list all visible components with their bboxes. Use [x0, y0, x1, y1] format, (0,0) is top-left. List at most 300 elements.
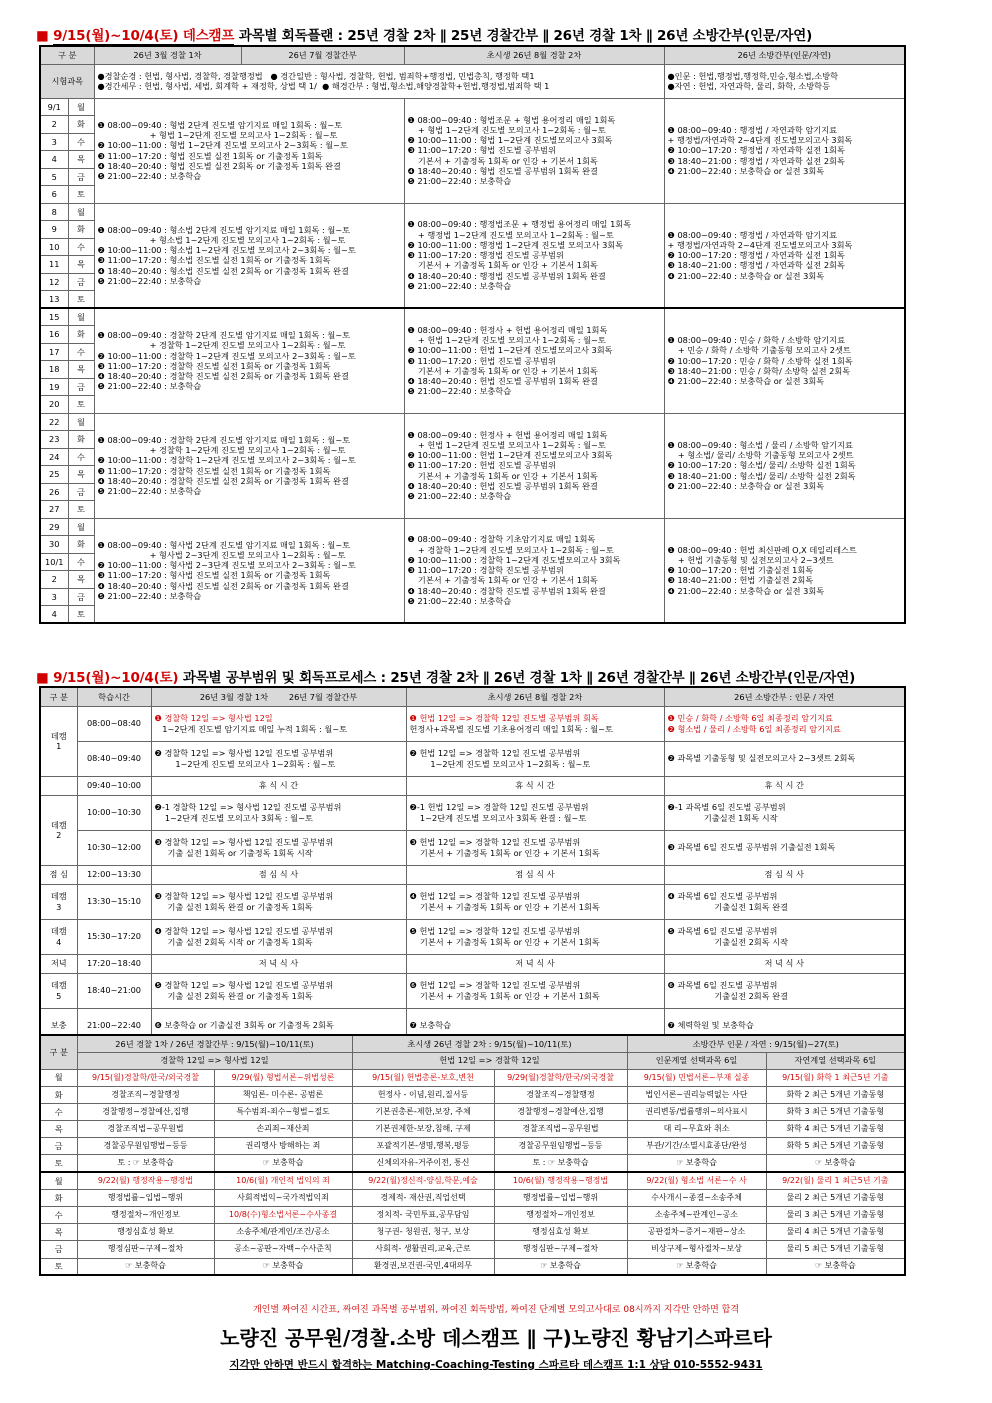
schedule-cell: 헌정사 - 이념,원리,질서등 [352, 1086, 494, 1103]
study-time: 18:40~21:00 [77, 973, 151, 1008]
schedule-row [40, 1189, 905, 1206]
cell-line: ❹ 21:00~22:40 : 보충학습 or 실전 3회독 [667, 376, 825, 387]
cell-line: ❹ 헌법 12일 => 경찰학 12일 진도별 공부범위 [409, 891, 581, 902]
cell-line: ❹ 18:40~20:40 : 형법 진도별 실전 2회독 or 기출정독 1회독 완결 [97, 160, 341, 171]
title1-marker: ■ [36, 28, 49, 44]
date-cell: 24 [40, 448, 68, 466]
plan-police-2nd [404, 518, 664, 623]
session-label-line: 데캠 [50, 819, 67, 830]
schedule-cell: 행정심효성 확보 [494, 1224, 627, 1241]
session-label [40, 706, 77, 776]
cell-line: + 형소법/ 물리/ 소방학 기출동형 모의고사 2셋트 [667, 450, 854, 461]
cell-line: 저 녁 식 사 [764, 958, 804, 969]
week-day-row [40, 308, 905, 326]
date-cell: 18 [40, 361, 68, 379]
cell-line: ❶ 08:00~09:40 : 형법 2단계 진도별 암기지료 매일 1회독 : 월~토 [97, 119, 343, 130]
schedule-cell: 경찰조직법~공무원법 [494, 1121, 627, 1138]
date-cell: 13 [40, 291, 68, 309]
weekday-cell: 목 [68, 571, 94, 589]
schedule-cell: 9/22(월) 행정작용~행정법 [77, 1172, 214, 1189]
cell-line: ❷ 10:00~11:00 : 형사법 2~3단계 진도별 모의고사 2~3회독 : 월~토 [97, 560, 356, 570]
schedule-cell: 화학 4 최근 5개년 기출동형 [766, 1121, 905, 1138]
date-cell: 27 [40, 501, 68, 519]
schedule-cell: 공판절차~증거~재판~상소 [627, 1224, 766, 1241]
schedule-row [40, 1069, 905, 1086]
date-cell: 30 [40, 536, 68, 554]
cell-line: 1~2단계 진도별 모의고사 1~2회독 : 월~토 [154, 758, 336, 769]
weekday-cell: 토 [68, 186, 94, 204]
weekday-cell: 금 [68, 273, 94, 291]
process-cell-c [664, 954, 905, 973]
schedule-cell: 경찰조직~경찰행정 [494, 1086, 627, 1103]
schedule-day: 토 [40, 1258, 77, 1275]
t1-subjects-fire [664, 64, 905, 98]
cell-line: ❸ 11:00~17:20 : 헌법 진도별 공부범위 [407, 355, 556, 366]
weekday-cell: 월 [68, 413, 94, 431]
cell-line: ❺ 헌법 12일 => 경찰학 12일 진도별 공부범위 [409, 926, 581, 937]
process-cell-a [151, 865, 406, 884]
cell-line: ❶ 08:00~09:40 : 형법조문 + 형법 용어정리 매일 1회독 [407, 114, 616, 125]
schedule-cell: 손괴죄~재산죄 [214, 1121, 352, 1138]
session-label-line: 3 [56, 901, 62, 912]
t3-header-gubun: 구 분 [40, 1035, 77, 1069]
schedule-cell: ☞ 보충학습 [77, 1258, 214, 1275]
cell-line: ❶ 08:00~09:40 : 헌정사 + 헌법 용어정리 매일 1회독 [407, 324, 608, 335]
process-row [40, 884, 905, 919]
cell-line: 기본서 + 기출정독 1회독 or 인강 + 기본서 1회독 [407, 365, 598, 376]
section1-title [36, 24, 812, 44]
schedule-row [40, 1121, 905, 1138]
date-cell: 11 [40, 256, 68, 274]
weekday-cell: 화 [68, 116, 94, 134]
process-cell-b [406, 830, 664, 865]
process-cell-a [151, 919, 406, 954]
cell-line: ❸ 11:00~17:20 : 경찰학 진도별 공부범위 [407, 565, 564, 576]
plan-police-2nd [404, 308, 664, 413]
cell-line: ❶ 08:00~09:40 : 헌법 최신판례 O,X 데일리테스트 [667, 544, 857, 555]
t3-sub-3b: 자연계열 선택과목 6일 [766, 1052, 905, 1069]
footer-contact: 지각만 안하면 반드시 합격하는 Matching-Coaching-Testing 스파르타 데스캠프 1:1 상담 010-5552-9431 [229, 1359, 763, 1371]
cell-line: 기본서 + 기출정독 1회독 or 인강 + 기본서 1회독 [407, 575, 598, 586]
cell-line: 기출실전 2회독 완결 [667, 990, 789, 1001]
cell-line: ❹ 18:40~20:40 : 헌법 진도별 공부범위 1회독 완결 [407, 376, 598, 387]
cell-line: + 헌법 1~2단계 진도별 모의고사 1~2회독 : 월~토 [407, 439, 606, 450]
session-label-line: 데캠 [50, 980, 67, 991]
study-time: 08:40~09:40 [77, 741, 151, 776]
cell-line: ❸ 11:00~17:20 : 형법 진도별 공부범위 [407, 145, 556, 156]
schedule-row [40, 1172, 905, 1189]
schedule-cell: 행정법률~입법~행위 [494, 1189, 627, 1206]
schedule-cell: 기본권제한-보장,침해, 구제 [352, 1121, 494, 1138]
cell-line: ❷-1 헌법 12일 => 경찰학 12일 진도별 공부범위 [409, 802, 589, 813]
title1-rest: 과목별 회독플랜 : 25년 경찰 2차 ∥ 25년 경찰간부 ∥ 26년 경찰 1차 ∥ 26년 소방간부(인문/자연) [234, 28, 813, 44]
session-label-line: 보충 [50, 1020, 67, 1031]
week-day-row [40, 203, 905, 221]
cell-line: ❷ 경찰학 12일 => 형사법 12일 진도별 공부범위 [154, 748, 334, 759]
cell-line: ❸ 헌법 12일 => 경찰학 12일 진도별 공부범위 [409, 837, 581, 848]
process-cell-b [406, 884, 664, 919]
weekday-cell: 목 [68, 151, 94, 169]
weekday-cell: 화 [68, 326, 94, 344]
cell-line: ❷ 10:00~11:00 : 헌법 1~2단계 진도별모의고사 3회독 [407, 345, 613, 356]
schedule-cell: 9/29(월) 형법서론~위법성론 [214, 1069, 352, 1086]
schedule-cell: 권리행사 방해하는 죄 [214, 1138, 352, 1155]
t2-header-time: 학습시간 [77, 687, 151, 706]
cell-line: ❸ 11:00~17:20 : 형사법 진도별 실전 1회독 or 기출정독 1회독 [97, 570, 331, 581]
cell-line: ❹ 18:40~20:40 : 헌법 진도별 공부범위 1회독 완결 [407, 480, 598, 491]
cell-line: 기출 실전 1회독 완결 or 기출정독 1회독 [154, 901, 313, 912]
t1-header-gubun: 구 분 [40, 46, 94, 64]
cell-line: ❶ 08:00~09:40 : 형소법 / 물리 / 소방학 암기지료 [667, 439, 853, 450]
cell-line: ❷ 과목별 기출동형 및 실전모의고사 2~3셋트 2회독 [667, 753, 856, 764]
session-label-line: 5 [56, 990, 62, 1001]
cell-line: ❺ 21:00~22:40 : 보충학습 [407, 386, 512, 397]
weekday-cell: 토 [68, 501, 94, 519]
t3-header-3: 소방간부 인문 / 자연 : 9/15(월)~27(토) [627, 1035, 905, 1052]
process-cell-a [151, 954, 406, 973]
week-day-row [40, 518, 905, 536]
schedule-row [40, 1138, 905, 1155]
schedule-cell: ☞ 보충학습 [766, 1155, 905, 1172]
cell-line: + 행정법/자연과학 2~4단계 진도별모의고사 3회독 [667, 239, 853, 250]
schedule-day: 수 [40, 1103, 77, 1120]
plan-fire-officer [664, 413, 905, 518]
process-row [40, 973, 905, 1008]
process-row [40, 776, 905, 795]
cell-line: 휴 식 시 간 [764, 780, 804, 791]
date-cell: 6 [40, 186, 68, 204]
cell-line: ❻ 헌법 12일 => 경찰학 12일 진도별 공부범위 [409, 980, 581, 991]
cell-line: ❺ 21:00~22:40 : 보충학습 [407, 491, 512, 502]
cell-line: + 헌법 기출동형 및 실전모의고사 2~3셋트 [667, 554, 834, 565]
schedule-cell: 부관/기간/소멸시효종단/완성 [627, 1138, 766, 1155]
session-label [40, 865, 77, 884]
schedule-cell: 화학 2 최근 5개년 기출동형 [766, 1086, 905, 1103]
t3-sub-1: 경찰학 12일 => 형사법 12일 [77, 1052, 352, 1069]
plan-fire-officer [664, 98, 905, 203]
schedule-cell: 경찰공무원임행법~등등 [77, 1138, 214, 1155]
weekday-cell: 수 [68, 343, 94, 361]
schedule-cell: 화학 3 최근 5개년 기출동형 [766, 1103, 905, 1120]
schedule-cell: 환경권,보건권-국민,4대의무 [352, 1258, 494, 1275]
cell-line: 기본서 + 기출정독 1회독 or 인강 + 기본서 1회독 [409, 847, 600, 858]
cell-line: ❸ 11:00~17:20 : 경찰학 진도별 실전 1회독 or 기출정독 1회독 [97, 465, 331, 476]
t1-subjects-police [94, 64, 664, 98]
title2-rest: 과목별 공부범위 및 회독프로세스 : 25년 경찰 2차 ∥ 26년 경찰 1차 ∥ 26년 경찰간부 ∥ 26년 소방간부(인문/자연) [178, 670, 856, 686]
process-cell-c [664, 795, 905, 830]
cell-line: + 경찰학 1~2단계 진도별 모의고사 1~2회독 : 월~토 [97, 445, 346, 455]
date-cell: 5 [40, 168, 68, 186]
t1-header-col1: 26년 3월 경찰 1차 [94, 46, 241, 64]
weekday-cell: 토 [68, 396, 94, 414]
schedule-cell: 신체의자유-거주이전, 통신 [352, 1155, 494, 1172]
date-cell: 15 [40, 308, 68, 326]
subjects-police-line2: ●경간세무 : 헌법, 형사법, 세법, 회계학 + 재정학, 상법 택 1/ ● 해경간부 : 형법,형소법,해양경찰학+헌법,행정법,범죄학 택 1 [97, 81, 550, 91]
cell-line: 점 심 식 사 [258, 869, 299, 880]
schedule-day: 금 [40, 1241, 77, 1258]
cell-line: 헌정사+과목별 진도별 기초용어정리 매일 1회독 : 월~토 [409, 723, 613, 734]
process-row [40, 741, 905, 776]
date-cell: 3 [40, 588, 68, 606]
schedule-day: 목 [40, 1224, 77, 1241]
schedule-cell: 10/8(수)형소법서론~수사종결 [214, 1207, 352, 1224]
subjects-fire-line1: ●인문 : 헌법,행정법,행정학,민승,형소법,소방학 [667, 70, 839, 81]
schedule-cell: 비상구제~형사절차~보상 [627, 1241, 766, 1258]
process-cell-b [406, 973, 664, 1008]
schedule-row [40, 1258, 905, 1275]
cell-line: 기본서 + 기출정독 1회독 or 인강 + 기본서 1회독 [407, 470, 598, 481]
date-cell: 22 [40, 413, 68, 431]
weekday-cell: 수 [68, 133, 94, 151]
process-cell-c [664, 741, 905, 776]
cell-line: ❸ 11:00~17:20 : 경찰학 진도별 실전 1회독 or 기출정독 1회독 [97, 360, 331, 371]
cell-line: 휴 식 시 간 [258, 780, 299, 791]
cell-line: 기출 실전 2회독 시작 or 기출정독 1회독 [154, 936, 313, 947]
cell-line: ❷-1 경찰학 12일 => 형사법 12일 진도별 공부범위 [154, 802, 342, 813]
schedule-day: 금 [40, 1138, 77, 1155]
session-label-line: 저녁 [50, 958, 67, 969]
cell-line: ❷-1 과목별 6일 진도별 공부범위 [667, 802, 786, 813]
cell-line: 1~2단계 진도별 모의고사 3회독 : 월~토 [154, 812, 313, 823]
footer-tagline: 개인별 짜여진 시간표, 짜여진 과목별 공부범위, 짜여진 회독방법, 짜여진 단계별 모의고사대로 08시까지 지각만 안하면 합격 [252, 1305, 740, 1315]
date-cell: 12 [40, 273, 68, 291]
schedule-cell: 정치적- 국민투표,공무담임 [352, 1207, 494, 1224]
cell-line: ❹ 경찰학 12일 => 형사법 12일 진도별 공부범위 [154, 926, 334, 937]
cell-line: ❹ 21:00~22:40 : 보충학습 or 실전 3회독 [667, 165, 825, 176]
schedule-cell: 경찰조직법~공무원법 [77, 1121, 214, 1138]
cell-line: ❷ 10:00~11:00 : 헌법 1~2단계 진도별모의고사 3회독 [407, 450, 613, 461]
cell-line: 기출 실전 2회독 완결 or 기출정독 1회독 [154, 990, 313, 1001]
cell-line: ❶ 헌법 12일 => 경찰학 12일 진도별 공부범위 회독 [409, 713, 599, 724]
date-cell: 17 [40, 343, 68, 361]
cell-line: ❸ 11:00~17:20 : 형법 진도별 실전 1회독 or 기출정독 1회독 [97, 150, 323, 161]
schedule-cell: 물리 3 최근 5개년 기출동형 [766, 1207, 905, 1224]
cell-line: + 헌법 1~2단계 진도별 모의고사 1~2회독 : 월~토 [407, 335, 606, 346]
date-cell: 10 [40, 238, 68, 256]
session-label-line: 2 [56, 830, 62, 840]
title2-marker: ■ [36, 670, 49, 686]
cell-line: 점 심 식 사 [764, 869, 804, 880]
schedule-day: 화 [40, 1189, 77, 1206]
t2-header-gubun: 구 분 [40, 687, 77, 706]
cell-line: ❹ 18:40~20:40 : 형법 진도별 공부범위 1회독 완결 [407, 165, 598, 176]
process-cell-a [151, 830, 406, 865]
schedule-cell: 행정심효성 확보 [77, 1224, 214, 1241]
study-time: 10:30~12:00 [77, 830, 151, 865]
schedule-cell: 10/6(월) 개인적 법익의 죄 [214, 1172, 352, 1189]
plan-police-2nd [404, 203, 664, 308]
cell-line: ❷ 형소법 / 물리 / 소방학 6일 최종정리 암기지료 [667, 723, 841, 734]
schedule-day: 수 [40, 1207, 77, 1224]
subject-schedule-table [39, 1034, 906, 1276]
schedule-cell: 토 : ☞ 보충학습 [77, 1155, 214, 1172]
cell-line: + 행정법/자연과학 2~4단계 진도별모의고사 3회독 [667, 135, 853, 146]
session-label [40, 919, 77, 954]
schedule-cell: 포괄적기본-생명,행복,평등 [352, 1138, 494, 1155]
date-cell: 9/1 [40, 98, 68, 116]
cell-line: 기본서 + 기출정독 1회독 or 인강 + 기본서 1회독 [407, 260, 598, 271]
plan-police-1st [94, 98, 404, 203]
date-cell: 8 [40, 203, 68, 221]
schedule-cell: 9/29(월)경찰학/한국/외국경찰 [494, 1069, 627, 1086]
cell-line: ❷ 10:00~11:00 : 형소법 1~2단계 진도별 모의고사 2~3회독 : 월~토 [97, 245, 356, 255]
cell-line: ❸ 18:40~21:00 : 형소법/ 물리/ 소방학 실전 2회독 [667, 470, 856, 481]
study-time: 15:30~17:20 [77, 919, 151, 954]
cell-line: 기본서 + 기출정독 1회독 or 인강 + 기본서 1회독 [409, 936, 600, 947]
weekday-cell: 수 [68, 238, 94, 256]
schedule-cell: 경찰행정~경찰예산,집행 [77, 1103, 214, 1120]
schedule-cell: ☞ 보충학습 [766, 1258, 905, 1275]
study-time: 10:00~10:30 [77, 795, 151, 830]
schedule-day: 목 [40, 1121, 77, 1138]
cell-line: 기출실전 1회독 완결 [667, 901, 789, 912]
process-cell-a [151, 706, 406, 741]
process-cell-b [406, 706, 664, 741]
schedule-cell: 9/22(월) 형소법 서론~수 사 [627, 1172, 766, 1189]
weekday-cell: 금 [68, 483, 94, 501]
schedule-cell: 권리변동/법률행위~의사표시 [627, 1103, 766, 1120]
cell-line: 1~2단계 진도별 모의고사 1~2회독 : 월~토 [409, 758, 591, 769]
cell-line: 기본서 + 기출정독 1회독 or 인강 + 기본서 1회독 [409, 901, 600, 912]
cell-line: ❹ 21:00~22:40 : 보충학습 or 실전 3회독 [667, 585, 825, 596]
cell-line: 기본서 + 기출정독 1회독 or 인강 + 기본서 1회독 [409, 990, 600, 1001]
cell-line: + 형소법 1~2단계 진도별 모의고사 1~2회독 : 월~토 [97, 234, 346, 245]
schedule-cell: 행정절차~개인정보 [77, 1207, 214, 1224]
cell-line: 휴 식 시 간 [515, 780, 555, 791]
cell-line: ❹ 18:40~20:40 : 경찰학 진도별 실전 2회독 or 기출정독 1회독 완결 [97, 475, 349, 486]
cell-line: ❷ 10:00~17:20 : 행정법 / 자연과학 실전 1회독 [667, 145, 845, 156]
schedule-cell: 행정심판~구제~절차 [494, 1241, 627, 1258]
cell-line: ❸ 경찰학 12일 => 형사법 12일 진도별 공부범위 [154, 837, 334, 848]
study-time: 09:40~10:00 [77, 776, 151, 795]
session-label [40, 954, 77, 973]
session-label-line: 데캠 [50, 926, 67, 937]
schedule-cell: 사회적- 생활권리,교육,근로 [352, 1241, 494, 1258]
weekly-plan-table [39, 45, 906, 624]
schedule-cell: 물리 2 최근 5개년 기출동형 [766, 1189, 905, 1206]
weekday-cell: 토 [68, 606, 94, 624]
cell-line: ❺ 21:00~22:40 : 보충학습 [97, 171, 202, 181]
schedule-cell: 행정절차~개인정보 [494, 1207, 627, 1224]
plan-police-1st [94, 203, 404, 308]
cell-line: ❺ 21:00~22:40 : 보충학습 [97, 486, 202, 496]
schedule-row [40, 1086, 905, 1103]
cell-line: ❸ 18:40~21:00 : 행정법 / 자연과학 실전 2회독 [667, 155, 845, 166]
title1-dates: 9/15(월)~10/4(토) 데스캠프 [53, 28, 235, 44]
process-cell-a [151, 973, 406, 1008]
cell-line: ❺ 21:00~22:40 : 보충학습 [97, 275, 202, 286]
process-cell-c [664, 973, 905, 1008]
cell-line: ❹ 18:40~20:40 : 형사법 진도별 실전 2회독 or 기출정독 1회독 완결 [97, 580, 349, 591]
schedule-cell: 화학 5 최근 5개년 기출동형 [766, 1138, 905, 1155]
weekday-cell: 금 [68, 588, 94, 606]
subjects-fire-line2: ●자연 : 헌법, 자연과학, 물리, 화학, 소방학등 [667, 81, 830, 91]
schedule-cell: 10/6(월) 행정작용~행정법 [494, 1172, 627, 1189]
weekday-cell: 금 [68, 168, 94, 186]
plan-police-2nd [404, 413, 664, 518]
cell-line: ❸ 11:00~17:20 : 헌법 진도별 공부범위 [407, 460, 556, 471]
schedule-row [40, 1207, 905, 1224]
plan-police-2nd [404, 98, 664, 203]
weekday-cell: 금 [68, 378, 94, 396]
cell-line: ❻ 과목별 6일 진도별 공부범위 [667, 980, 778, 991]
schedule-day: 토 [40, 1155, 77, 1172]
schedule-cell: 수사개시~종결~소송주체 [627, 1189, 766, 1206]
schedule-cell: ☞ 보충학습 [214, 1258, 352, 1275]
weekday-cell: 목 [68, 361, 94, 379]
schedule-cell: 경제적- 재산권,직업선택 [352, 1189, 494, 1206]
cell-line: 기출실전 2회독 시작 [667, 936, 789, 947]
process-cell-c [664, 919, 905, 954]
weekday-cell: 월 [68, 98, 94, 116]
study-time: 12:00~13:30 [77, 865, 151, 884]
date-cell: 4 [40, 151, 68, 169]
schedule-cell: 물리 5 최근 5개년 기출동형 [766, 1241, 905, 1258]
date-cell: 25 [40, 466, 68, 484]
schedule-cell: 9/22(월) 물리 1 최근5년 기출 [766, 1172, 905, 1189]
date-cell: 2 [40, 116, 68, 134]
cell-line: ❶ 08:00~09:40 : 행정법조문 + 행정법 용어정리 매일 1회독 [407, 219, 632, 230]
cell-line: ❺ 과목별 6일 진도별 공부범위 [667, 926, 778, 937]
t1-subject-label: 시험과목 [40, 64, 94, 98]
date-cell: 3 [40, 133, 68, 151]
t2-header-col2: 26년 7월 경찰간부 [288, 691, 358, 702]
t2-header-col12 [151, 687, 406, 706]
cell-line: ❸ 11:00~17:20 : 형소법 진도별 실전 1회독 or 기출정독 1회독 [97, 255, 331, 266]
session-label-line: 4 [56, 936, 62, 947]
schedule-cell: ☞ 보충학습 [627, 1258, 766, 1275]
week-day-row [40, 98, 905, 116]
process-cell-a [151, 795, 406, 830]
cell-line: 기출실전 1회독 시작 [667, 812, 778, 823]
plan-fire-officer [664, 308, 905, 413]
schedule-cell: 경찰조직~경찰행정 [77, 1086, 214, 1103]
session-label [40, 973, 77, 1008]
cell-line: ❷ 10:00~17:20 : 민승 / 화학 / 소방학 실전 1회독 [667, 355, 853, 366]
process-row [40, 865, 905, 884]
process-cell-c [664, 830, 905, 865]
daily-process-table [39, 686, 906, 1044]
cell-line: ❼ 체력학원 및 보충학습 [667, 1020, 754, 1031]
date-cell: 26 [40, 483, 68, 501]
cell-line: 1~2단계 진도별 암기지료 매일 누적 1회독 : 월~토 [154, 723, 348, 734]
cell-line: ❺ 21:00~22:40 : 보충학습 [407, 176, 512, 187]
cell-line: + 경찰학 1~2단계 진도별 모의고사 1~2회독 : 월~토 [97, 340, 346, 351]
schedule-cell: 9/15(월) 헌법총론-보호,변천 [352, 1069, 494, 1086]
cell-line: + 형법 1~2단계 진도별 모의고사 1~2회독 : 월~토 [97, 130, 338, 140]
schedule-cell: 대 리~무효와 취소 [627, 1121, 766, 1138]
plan-police-1st [94, 413, 404, 518]
study-time: 08:00~08:40 [77, 706, 151, 741]
cell-line: ❻ 보충학습 or 기출실전 3회독 or 기출정독 2회독 [154, 1020, 334, 1031]
schedule-row [40, 1155, 905, 1172]
t2-header-col1: 26년 3월 경찰 1차 [199, 691, 269, 702]
title2-dates: 9/15(월)~10/4(토) [53, 670, 179, 686]
process-row [40, 830, 905, 865]
schedule-row [40, 1103, 905, 1120]
schedule-day: 월 [40, 1069, 77, 1086]
t3-header-2: 초시생 26년 경찰 2차 : 9/15(월)~10/11(토) [352, 1035, 627, 1052]
schedule-cell: 청구권- 청원권, 청구, 보상 [352, 1224, 494, 1241]
section2-title [36, 666, 855, 686]
cell-line: ❹ 21:00~22:40 : 보충학습 or 실전 3회독 [667, 480, 825, 491]
schedule-cell: 9/15(월)경찰학/한국/외국경찰 [77, 1069, 214, 1086]
date-cell: 4 [40, 606, 68, 624]
cell-line: ❷ 10:00~11:00 : 형법 1~2단계 진도별모의고사 3회독 [407, 135, 613, 146]
study-time: 21:00~22:40 [77, 1008, 151, 1043]
cell-line: ❼ 보충학습 [409, 1020, 452, 1031]
schedule-cell: ☞ 보충학습 [494, 1258, 627, 1275]
